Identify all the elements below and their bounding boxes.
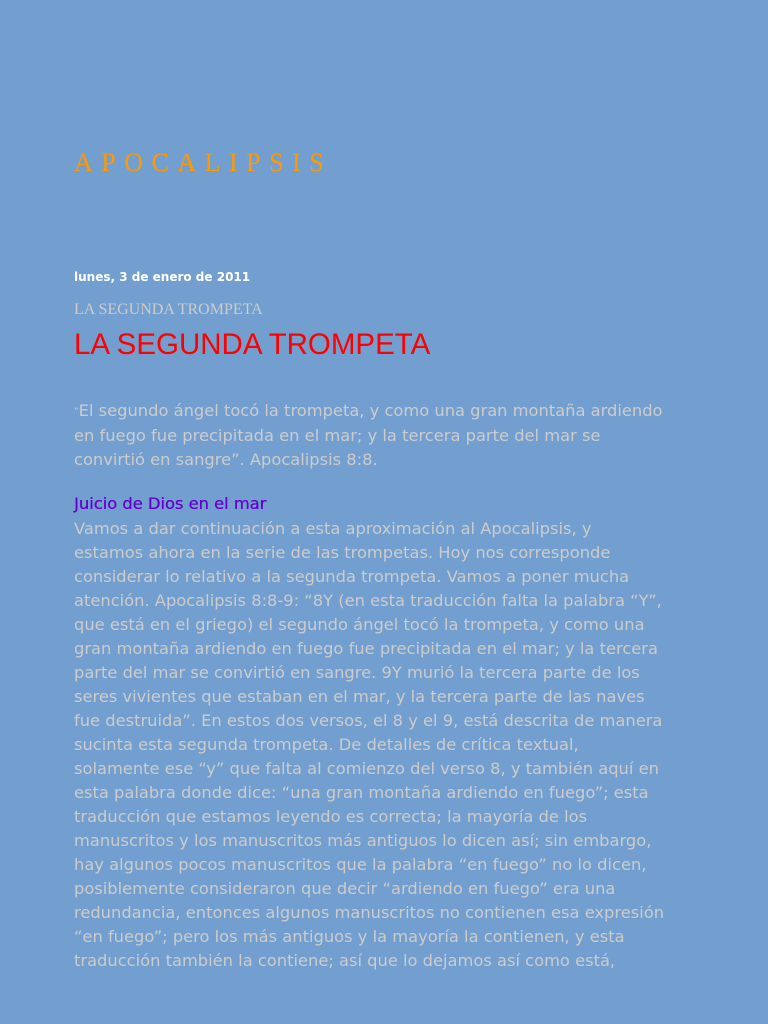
body-line: fue destruida”. En estos dos versos, el 8 y el 9, está descrita de manera (74, 711, 663, 730)
quote-line: El segundo ángel tocó la trompeta, y como una gran montaña ardiendo (78, 401, 663, 420)
post-body (74, 517, 744, 973)
body-line: estamos ahora en la serie de las trompetas. Hoy nos corresponde (74, 543, 611, 562)
body-line: gran montaña ardiendo en fuego fue precipitada en el mar; y la tercera (74, 639, 658, 658)
quote-line: en fuego fue precipitada en el mar; y la tercera parte del mar se (74, 426, 601, 445)
body-line: atención. Apocalipsis 8:8-9: “8Y (en esta traducción falta la palabra “Y”, (74, 591, 662, 610)
body-line: sucinta esta segunda trompeta. De detalles de crítica textual, (74, 735, 579, 754)
body-line: traducción también la contiene; así que lo dejamos así como está, (74, 951, 616, 970)
body-line: que está en el griego) el segundo ángel tocó la trompeta, y como una (74, 615, 645, 634)
blog-title[interactable]: APOCALIPSIS (74, 148, 333, 177)
body-line: hay algunos pocos manuscritos que la palabra “en fuego” no lo dicen, (74, 855, 647, 874)
quote-line: convirtió en sangre”. Apocalipsis 8:8. (74, 450, 378, 469)
body-line: manuscritos y los manuscritos más antiguos lo dicen así; sin embargo, (74, 831, 652, 850)
body-line: traducción que estamos leyendo es correcta; la mayoría de los (74, 807, 588, 826)
post-title-header[interactable]: LA SEGUNDA TROMPETA (74, 301, 263, 318)
post-title: LA SEGUNDA TROMPETA (74, 328, 431, 361)
post-date: lunes, 3 de enero de 2011 (74, 270, 251, 284)
body-line: parte del mar se convirtió en sangre. 9Y murió la tercera parte de los (74, 663, 640, 682)
body-line: “en fuego”; pero los más antiguos y la mayoría la contienen, y esta (74, 927, 625, 946)
body-line: posiblemente consideraron que decir “ardiendo en fuego” era una (74, 879, 616, 898)
section-heading: Juicio de Dios en el mar (74, 494, 267, 513)
body-line: considerar lo relativo a la segunda trompeta. Vamos a poner mucha (74, 567, 630, 586)
body-line: esta palabra donde dice: “una gran montaña ardiendo en fuego”; esta (74, 783, 649, 802)
body-line: redundancia, entonces algunos manuscritos no contienen esa expresión (74, 903, 665, 922)
quote-open-mark: “ (74, 407, 79, 417)
body-line: seres vivientes que estaban en el mar, y la tercera parte de las naves (74, 687, 645, 706)
body-line: solamente ese “y” que falta al comienzo del verso 8, y también aquí en (74, 759, 659, 778)
body-line: Vamos a dar continuación a esta aproximación al Apocalipsis, y (74, 519, 592, 538)
scripture-quote (74, 399, 744, 472)
